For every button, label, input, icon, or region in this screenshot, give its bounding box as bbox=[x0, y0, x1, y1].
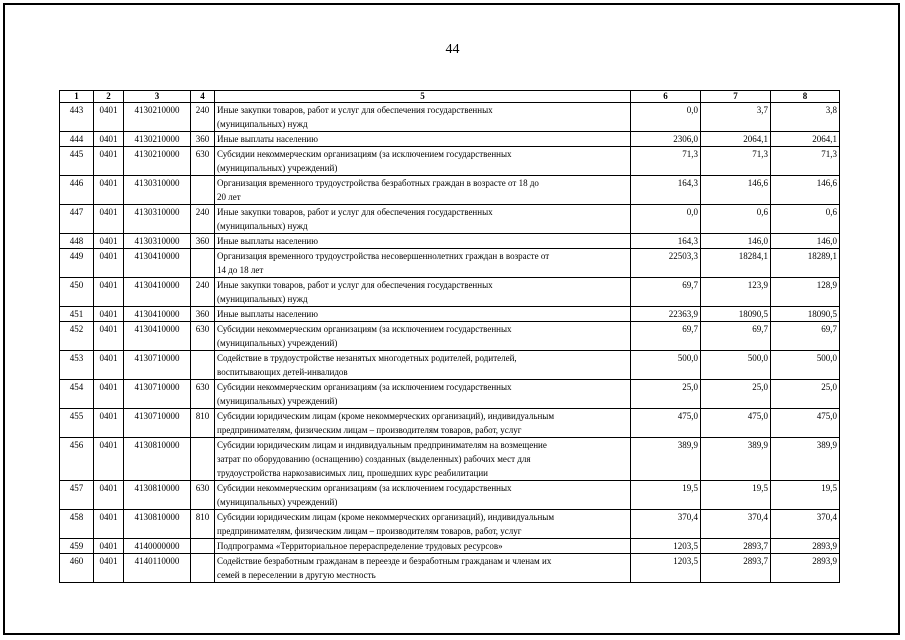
header-col-7: 7 bbox=[701, 91, 771, 103]
row-number: 454 bbox=[60, 380, 94, 409]
target-article-code: 4130710000 bbox=[124, 351, 191, 380]
target-article-code: 4130410000 bbox=[124, 249, 191, 278]
amount-col-8: 18090,5 bbox=[771, 307, 840, 322]
amount-col-8: 18289,1 bbox=[771, 249, 840, 278]
section-code: 0401 bbox=[94, 307, 124, 322]
row-number: 450 bbox=[60, 278, 94, 307]
table-row bbox=[60, 481, 840, 510]
amount-col-6: 370,4 bbox=[631, 510, 701, 539]
amount-col-8: 146,0 bbox=[771, 234, 840, 249]
target-article-code: 4130710000 bbox=[124, 380, 191, 409]
amount-col-6: 164,3 bbox=[631, 176, 701, 205]
row-number: 460 bbox=[60, 554, 94, 583]
item-name: Субсидии юридическим лицам (кроме некоммерческих организаций), индивидуальным предпринимателям, физическим лицам – производителям товаров, работ, услуг bbox=[215, 409, 631, 438]
page-number: 44 bbox=[445, 42, 460, 57]
table-row bbox=[60, 351, 840, 380]
target-article-code: 4130410000 bbox=[124, 278, 191, 307]
target-article-code: 4130410000 bbox=[124, 322, 191, 351]
expense-type-code bbox=[191, 351, 215, 380]
header-col-5: 5 bbox=[215, 91, 631, 103]
amount-col-6: 69,7 bbox=[631, 278, 701, 307]
header-col-2: 2 bbox=[94, 91, 124, 103]
amount-col-8: 69,7 bbox=[771, 322, 840, 351]
amount-col-6: 500,0 bbox=[631, 351, 701, 380]
target-article-code: 4130210000 bbox=[124, 103, 191, 132]
table-row bbox=[60, 554, 840, 583]
item-name: Субсидии юридическим лицам (кроме некоммерческих организаций), индивидуальным предпринимателям, физическим лицам – производителям товаров, работ, услуг bbox=[215, 510, 631, 539]
item-name: Содействие в трудоустройстве незанятых многодетных родителей, родителей, воспитывающих детей-инвалидов bbox=[215, 351, 631, 380]
amount-col-6: 22503,3 bbox=[631, 249, 701, 278]
amount-col-6: 22363,9 bbox=[631, 307, 701, 322]
expense-type-code bbox=[191, 249, 215, 278]
table-row bbox=[60, 176, 840, 205]
item-name: Иные выплаты населению bbox=[215, 307, 631, 322]
section-code: 0401 bbox=[94, 351, 124, 380]
amount-col-8: 389,9 bbox=[771, 438, 840, 481]
expense-type-code: 630 bbox=[191, 380, 215, 409]
target-article-code: 4140000000 bbox=[124, 539, 191, 554]
amount-col-8: 146,6 bbox=[771, 176, 840, 205]
row-number: 452 bbox=[60, 322, 94, 351]
amount-col-8: 128,9 bbox=[771, 278, 840, 307]
row-number: 459 bbox=[60, 539, 94, 554]
header-col-1: 1 bbox=[60, 91, 94, 103]
table-row bbox=[60, 103, 840, 132]
item-name: Субсидии некоммерческим организациям (за исключением государственных (муниципальных) учреждений) bbox=[215, 380, 631, 409]
expense-type-code: 810 bbox=[191, 510, 215, 539]
header-col-4: 4 bbox=[191, 91, 215, 103]
target-article-code: 4130410000 bbox=[124, 307, 191, 322]
row-number: 456 bbox=[60, 438, 94, 481]
expense-type-code: 360 bbox=[191, 234, 215, 249]
amount-col-8: 0,6 bbox=[771, 205, 840, 234]
header-col-6: 6 bbox=[631, 91, 701, 103]
target-article-code: 4130210000 bbox=[124, 147, 191, 176]
amount-col-8: 500,0 bbox=[771, 351, 840, 380]
amount-col-6: 389,9 bbox=[631, 438, 701, 481]
item-name: Иные выплаты населению bbox=[215, 234, 631, 249]
expense-type-code: 240 bbox=[191, 103, 215, 132]
amount-col-7: 71,3 bbox=[701, 147, 771, 176]
amount-col-7: 370,4 bbox=[701, 510, 771, 539]
item-name: Субсидии некоммерческим организациям (за исключением государственных (муниципальных) учреждений) bbox=[215, 481, 631, 510]
target-article-code: 4130310000 bbox=[124, 234, 191, 249]
table-row bbox=[60, 322, 840, 351]
table-row bbox=[60, 278, 840, 307]
target-article-code: 4140110000 bbox=[124, 554, 191, 583]
section-code: 0401 bbox=[94, 249, 124, 278]
amount-col-8: 71,3 bbox=[771, 147, 840, 176]
amount-col-7: 3,7 bbox=[701, 103, 771, 132]
target-article-code: 4130210000 bbox=[124, 132, 191, 147]
header-col-8: 8 bbox=[771, 91, 840, 103]
table-row bbox=[60, 307, 840, 322]
amount-col-7: 25,0 bbox=[701, 380, 771, 409]
row-number: 448 bbox=[60, 234, 94, 249]
expense-type-code bbox=[191, 438, 215, 481]
table-row bbox=[60, 234, 840, 249]
table-row bbox=[60, 380, 840, 409]
amount-col-6: 475,0 bbox=[631, 409, 701, 438]
table-row bbox=[60, 510, 840, 539]
amount-col-8: 2064,1 bbox=[771, 132, 840, 147]
amount-col-7: 2893,7 bbox=[701, 554, 771, 583]
target-article-code: 4130810000 bbox=[124, 438, 191, 481]
item-name: Иные закупки товаров, работ и услуг для обеспечения государственных (муниципальных) нужд bbox=[215, 103, 631, 132]
expense-type-code bbox=[191, 176, 215, 205]
expense-type-code: 240 bbox=[191, 278, 215, 307]
item-name: Субсидии некоммерческим организациям (за исключением государственных (муниципальных) учреждений) bbox=[215, 147, 631, 176]
target-article-code: 4130310000 bbox=[124, 205, 191, 234]
target-article-code: 4130710000 bbox=[124, 409, 191, 438]
table-header-row bbox=[60, 91, 840, 103]
amount-col-7: 18090,5 bbox=[701, 307, 771, 322]
item-name: Иные выплаты населению bbox=[215, 132, 631, 147]
amount-col-8: 3,8 bbox=[771, 103, 840, 132]
amount-col-6: 2306,0 bbox=[631, 132, 701, 147]
amount-col-7: 18284,1 bbox=[701, 249, 771, 278]
amount-col-7: 475,0 bbox=[701, 409, 771, 438]
amount-col-8: 370,4 bbox=[771, 510, 840, 539]
expense-type-code: 240 bbox=[191, 205, 215, 234]
section-code: 0401 bbox=[94, 132, 124, 147]
row-number: 449 bbox=[60, 249, 94, 278]
expense-type-code: 360 bbox=[191, 132, 215, 147]
amount-col-7: 389,9 bbox=[701, 438, 771, 481]
item-name: Содействие безработным гражданам в переезде и безработным гражданам и членам их семей в переселении в другую местность bbox=[215, 554, 631, 583]
row-number: 451 bbox=[60, 307, 94, 322]
row-number: 453 bbox=[60, 351, 94, 380]
amount-col-6: 164,3 bbox=[631, 234, 701, 249]
item-name: Организация временного трудоустройства безработных граждан в возрасте от 18 до 20 лет bbox=[215, 176, 631, 205]
amount-col-6: 25,0 bbox=[631, 380, 701, 409]
row-number: 446 bbox=[60, 176, 94, 205]
table-row bbox=[60, 249, 840, 278]
amount-col-7: 123,9 bbox=[701, 278, 771, 307]
item-name: Субсидии юридическим лицам и индивидуальным предпринимателям на возмещение затрат по оборудованию (оснащению) созданных (выделенных) рабочих мест для трудоустройства наркозависимых лиц, прошедших курс реабилитации bbox=[215, 438, 631, 481]
amount-col-7: 0,6 bbox=[701, 205, 771, 234]
amount-col-6: 0,0 bbox=[631, 103, 701, 132]
expense-type-code bbox=[191, 554, 215, 583]
amount-col-6: 1203,5 bbox=[631, 554, 701, 583]
section-code: 0401 bbox=[94, 278, 124, 307]
expense-type-code: 360 bbox=[191, 307, 215, 322]
amount-col-8: 475,0 bbox=[771, 409, 840, 438]
section-code: 0401 bbox=[94, 205, 124, 234]
amount-col-8: 25,0 bbox=[771, 380, 840, 409]
section-code: 0401 bbox=[94, 539, 124, 554]
section-code: 0401 bbox=[94, 322, 124, 351]
header-col-3: 3 bbox=[124, 91, 191, 103]
row-number: 445 bbox=[60, 147, 94, 176]
row-number: 447 bbox=[60, 205, 94, 234]
amount-col-6: 1203,5 bbox=[631, 539, 701, 554]
section-code: 0401 bbox=[94, 438, 124, 481]
amount-col-7: 146,6 bbox=[701, 176, 771, 205]
target-article-code: 4130310000 bbox=[124, 176, 191, 205]
target-article-code: 4130810000 bbox=[124, 481, 191, 510]
expense-type-code: 630 bbox=[191, 481, 215, 510]
table-row bbox=[60, 438, 840, 481]
amount-col-7: 69,7 bbox=[701, 322, 771, 351]
expense-type-code bbox=[191, 539, 215, 554]
section-code: 0401 bbox=[94, 103, 124, 132]
expense-type-code: 630 bbox=[191, 322, 215, 351]
row-number: 443 bbox=[60, 103, 94, 132]
section-code: 0401 bbox=[94, 234, 124, 249]
amount-col-8: 2893,9 bbox=[771, 554, 840, 583]
budget-table bbox=[59, 90, 840, 583]
amount-col-7: 2064,1 bbox=[701, 132, 771, 147]
expense-type-code: 810 bbox=[191, 409, 215, 438]
section-code: 0401 bbox=[94, 380, 124, 409]
row-number: 444 bbox=[60, 132, 94, 147]
amount-col-6: 69,7 bbox=[631, 322, 701, 351]
expense-type-code: 630 bbox=[191, 147, 215, 176]
amount-col-8: 2893,9 bbox=[771, 539, 840, 554]
item-name: Субсидии некоммерческим организациям (за исключением государственных (муниципальных) учреждений) bbox=[215, 322, 631, 351]
section-code: 0401 bbox=[94, 409, 124, 438]
item-name: Иные закупки товаров, работ и услуг для обеспечения государственных (муниципальных) нужд bbox=[215, 278, 631, 307]
section-code: 0401 bbox=[94, 147, 124, 176]
item-name: Иные закупки товаров, работ и услуг для обеспечения государственных (муниципальных) нужд bbox=[215, 205, 631, 234]
item-name: Подпрограмма «Территориальное перераспределение трудовых ресурсов» bbox=[215, 539, 631, 554]
section-code: 0401 bbox=[94, 176, 124, 205]
amount-col-7: 500,0 bbox=[701, 351, 771, 380]
section-code: 0401 bbox=[94, 481, 124, 510]
amount-col-6: 19,5 bbox=[631, 481, 701, 510]
amount-col-7: 146,0 bbox=[701, 234, 771, 249]
item-name: Организация временного трудоустройства несовершеннолетних граждан в возрасте от 14 до 18 лет bbox=[215, 249, 631, 278]
amount-col-8: 19,5 bbox=[771, 481, 840, 510]
table-row bbox=[60, 147, 840, 176]
table-body bbox=[60, 103, 840, 583]
section-code: 0401 bbox=[94, 510, 124, 539]
amount-col-6: 0,0 bbox=[631, 205, 701, 234]
amount-col-7: 2893,7 bbox=[701, 539, 771, 554]
row-number: 455 bbox=[60, 409, 94, 438]
row-number: 458 bbox=[60, 510, 94, 539]
amount-col-6: 71,3 bbox=[631, 147, 701, 176]
table-row bbox=[60, 205, 840, 234]
table-row bbox=[60, 132, 840, 147]
target-article-code: 4130810000 bbox=[124, 510, 191, 539]
table-row bbox=[60, 539, 840, 554]
table-row bbox=[60, 409, 840, 438]
amount-col-7: 19,5 bbox=[701, 481, 771, 510]
row-number: 457 bbox=[60, 481, 94, 510]
section-code: 0401 bbox=[94, 554, 124, 583]
